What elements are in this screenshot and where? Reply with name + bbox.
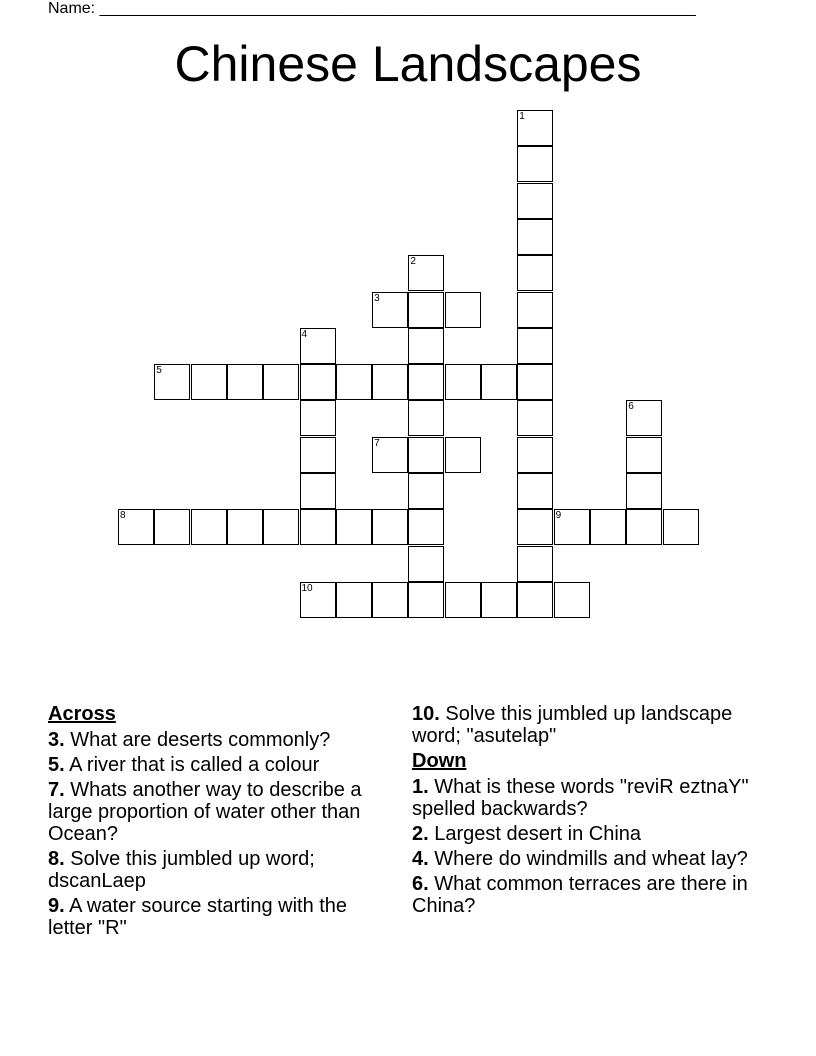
clue-down-1: [412, 776, 772, 820]
grid-cell[interactable]: [372, 509, 408, 545]
grid-cell[interactable]: [300, 582, 336, 618]
grid-cell[interactable]: [300, 328, 336, 364]
clue-across-5: [48, 754, 383, 776]
clue-across-3: [48, 729, 383, 751]
grid-cell[interactable]: [372, 582, 408, 618]
grid-cell[interactable]: [517, 328, 553, 364]
clue-number: 2.: [412, 823, 429, 845]
clue-text: Whats another way to describe a large proportion of water other than Ocean?: [48, 779, 362, 845]
grid-cell[interactable]: [663, 509, 699, 545]
clue-text: What is these words "reviR eztnaY" spelled backwards?: [412, 776, 749, 820]
grid-cell[interactable]: [554, 509, 590, 545]
grid-cell[interactable]: [517, 546, 553, 582]
clue-down-4: [412, 848, 772, 870]
grid-cell[interactable]: [517, 437, 553, 473]
grid-cell[interactable]: [408, 255, 444, 291]
grid-cell[interactable]: [300, 364, 336, 400]
clue-number: 1.: [412, 776, 429, 798]
name-field: Name: ___________________________________________________________________: [48, 0, 696, 17]
grid-cell[interactable]: [481, 582, 517, 618]
clue-number: 10.: [412, 703, 440, 725]
grid-cell[interactable]: [408, 400, 444, 436]
grid-cell[interactable]: [517, 219, 553, 255]
grid-cell[interactable]: [408, 364, 444, 400]
grid-cell-number: 8: [120, 510, 126, 522]
grid-cell[interactable]: [517, 292, 553, 328]
grid-cell[interactable]: [408, 546, 444, 582]
grid-cell[interactable]: [118, 509, 154, 545]
grid-cell[interactable]: [191, 364, 227, 400]
grid-cell[interactable]: [336, 509, 372, 545]
grid-cell[interactable]: [517, 255, 553, 291]
grid-cell[interactable]: [300, 473, 336, 509]
clue-number: 7.: [48, 779, 65, 801]
clues-left-column: [48, 703, 383, 942]
grid-cell[interactable]: [300, 509, 336, 545]
clue-text: What common terraces are there in China?: [412, 873, 748, 917]
clue-number: 5.: [48, 754, 65, 776]
grid-cell[interactable]: [372, 364, 408, 400]
clue-text: A water source starting with the letter "R": [48, 895, 348, 939]
clue-down-2: [412, 823, 772, 845]
clue-number: 9.: [48, 895, 65, 917]
clues-right-column: [412, 703, 772, 920]
grid-cell[interactable]: [481, 364, 517, 400]
grid-cell-number: 5: [156, 365, 162, 377]
clue-number: 3.: [48, 729, 65, 751]
grid-cell[interactable]: [372, 437, 408, 473]
grid-cell-number: 4: [301, 328, 308, 340]
grid-cell[interactable]: [263, 509, 299, 545]
grid-cell[interactable]: [408, 292, 444, 328]
grid-cell[interactable]: [263, 364, 299, 400]
grid-cell[interactable]: [626, 400, 662, 436]
grid-cell[interactable]: [408, 582, 444, 618]
grid-cell[interactable]: [445, 364, 481, 400]
grid-cell[interactable]: [191, 509, 227, 545]
grid-cell[interactable]: [517, 110, 553, 146]
clue-across-10: [412, 703, 772, 747]
grid-cell[interactable]: [227, 364, 263, 400]
clue-text: Solve this jumbled up landscape word; "asutelap": [412, 703, 733, 747]
grid-cell[interactable]: [445, 292, 481, 328]
grid-cell-number: 7: [374, 437, 380, 449]
grid-cell[interactable]: [300, 437, 336, 473]
grid-cell[interactable]: [517, 183, 553, 219]
clue-down-6: [412, 873, 772, 917]
clue-text: Where do windmills and wheat lay?: [434, 848, 748, 870]
grid-cell[interactable]: [408, 509, 444, 545]
grid-cell-number: 10: [301, 582, 313, 594]
page-title: Chinese Landscapes: [174, 36, 642, 92]
clue-text: What are deserts commonly?: [70, 729, 331, 751]
grid-cell[interactable]: [517, 582, 553, 618]
grid-cell[interactable]: [517, 364, 553, 400]
clue-text: Largest desert in China: [434, 823, 642, 845]
grid-cell[interactable]: [408, 437, 444, 473]
clue-across-8: [48, 848, 383, 892]
grid-cell[interactable]: [517, 146, 553, 182]
grid-cell[interactable]: [517, 509, 553, 545]
clue-text: A river that is called a colour: [69, 754, 320, 776]
grid-cell[interactable]: [336, 582, 372, 618]
grid-cell-number: 3: [374, 292, 380, 304]
grid-cell[interactable]: [517, 400, 553, 436]
grid-cell[interactable]: [154, 364, 190, 400]
grid-cell[interactable]: [154, 509, 190, 545]
clue-number: 8.: [48, 848, 65, 870]
clue-number: 6.: [412, 873, 429, 895]
clue-across-7: [48, 779, 383, 845]
clue-text: Solve this jumbled up word; dscanLaep: [48, 848, 315, 892]
clue-number: 4.: [412, 848, 429, 870]
grid-cell[interactable]: [626, 509, 662, 545]
grid-cell-number: 9: [555, 510, 562, 522]
grid-cell[interactable]: [372, 292, 408, 328]
grid-cell[interactable]: [626, 473, 662, 509]
grid-cell-number: 1: [519, 111, 525, 122]
grid-cell[interactable]: [336, 364, 372, 400]
grid-cell[interactable]: [445, 437, 481, 473]
grid-cell[interactable]: [408, 328, 444, 364]
grid-cell[interactable]: [227, 509, 263, 545]
grid-cell-number: 2: [410, 256, 416, 268]
grid-cell[interactable]: [626, 437, 662, 473]
grid-cell-number: 6: [628, 401, 634, 413]
grid-cell[interactable]: [554, 582, 590, 618]
clue-across-9: [48, 895, 383, 939]
grid-cell[interactable]: [300, 400, 336, 436]
grid-cell[interactable]: [590, 509, 626, 545]
grid-cell[interactable]: [445, 582, 481, 618]
down-heading: Down: [412, 750, 467, 772]
grid-cell[interactable]: [517, 473, 553, 509]
across-heading: Across: [48, 703, 116, 725]
grid-cell[interactable]: [408, 473, 444, 509]
